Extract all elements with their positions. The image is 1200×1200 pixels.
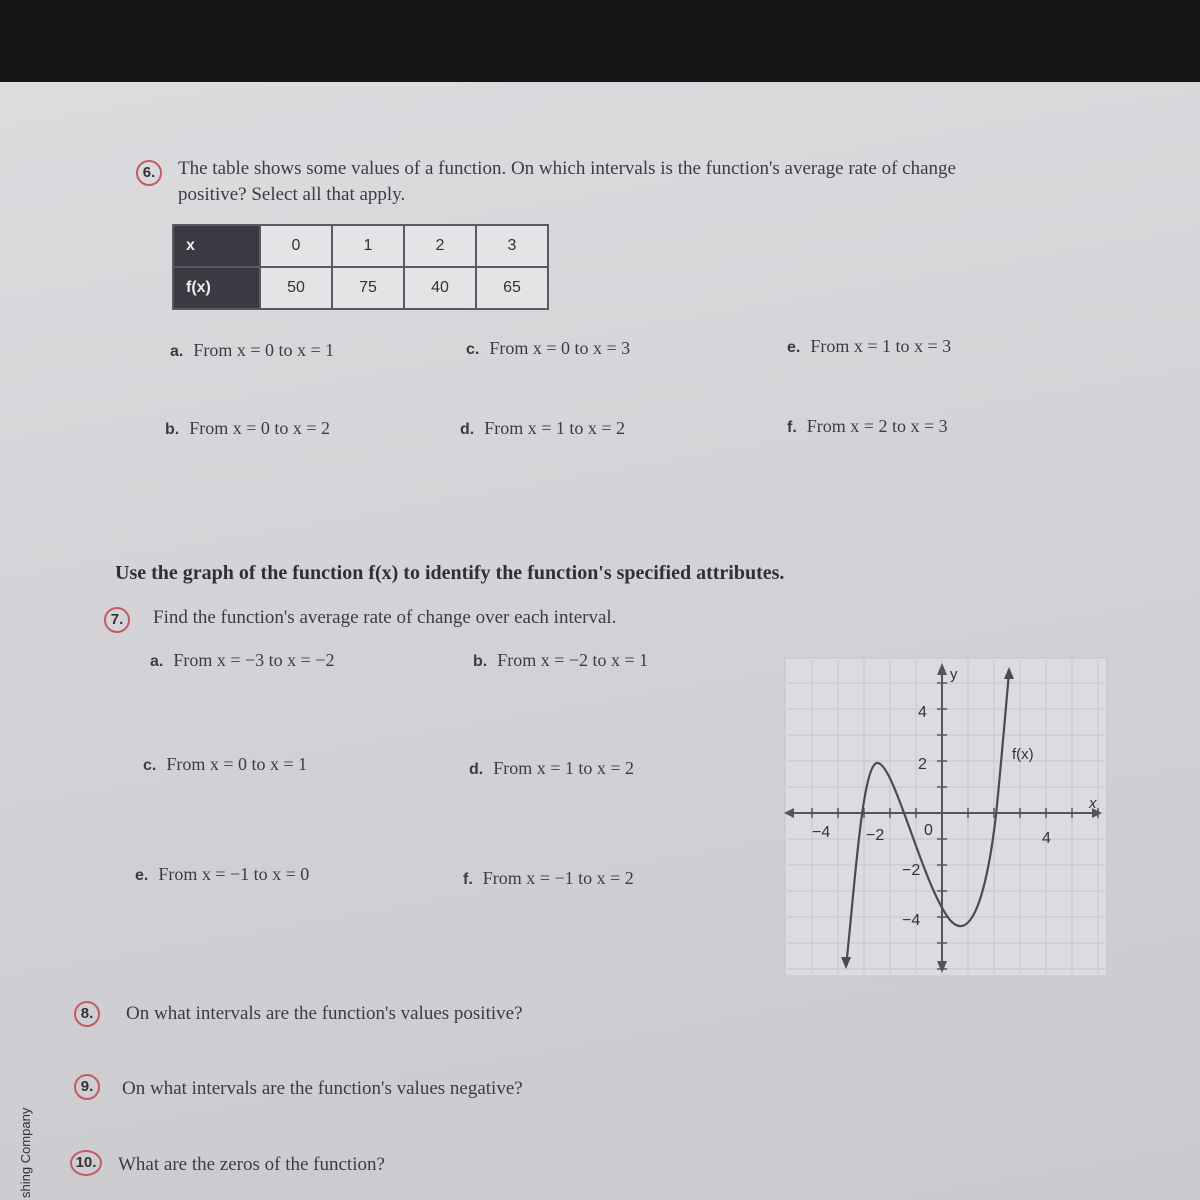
table-cell: 2 [404,225,476,267]
graph-background [785,658,1107,976]
x-tick-label: −4 [812,824,831,841]
q6-option-b[interactable]: b. From x = 0 to x = 2 [165,418,331,438]
q7-option-f[interactable]: f. From x = −1 to x = 2 [463,868,634,888]
y-tick-label: −2 [902,862,921,879]
function-graph [782,655,1112,980]
q6-option-c[interactable]: c. From x = 0 to x = 3 [466,338,631,358]
y-tick-label: 4 [918,704,927,721]
q6-option-d[interactable]: d. From x = 1 to x = 2 [460,418,626,438]
table-cell: 75 [332,267,404,309]
table-row-fx [173,267,548,309]
y-tick-label: −4 [902,912,921,929]
table-cell: 0 [260,225,332,267]
y-axis-label: y [950,666,958,683]
q10-number: 10. [70,1150,102,1176]
table-cell: 65 [476,267,548,309]
q6-text-line1: The table shows some values of a function. On which intervals is the function's average rate of change [178,158,956,179]
q9-number: 9. [74,1074,100,1100]
q8-number: 8. [74,1001,100,1027]
q7-option-c[interactable]: c. From x = 0 to x = 1 [143,754,308,774]
publisher-side-text: shing Company [18,1107,33,1198]
table-cell: 50 [260,267,332,309]
table-cell: 3 [476,225,548,267]
x-axis-label: x [1089,795,1097,812]
table-row-x [173,225,548,267]
curve-label: f(x) [1012,746,1034,763]
q6-option-a[interactable]: a. From x = 0 to x = 1 [170,340,335,360]
q9-text: On what intervals are the function's values negative? [122,1078,523,1099]
q6-number: 6. [136,160,162,186]
q7-number: 7. [104,607,130,633]
x-tick-label: −2 [866,827,885,844]
x-tick-label: 4 [1042,830,1051,847]
table-header-fx: f(x) [173,267,260,309]
function-table [172,224,549,310]
table-header-x: x [173,225,260,267]
q7-option-d[interactable]: d. From x = 1 to x = 2 [469,758,635,778]
q10-text: What are the zeros of the function? [118,1154,385,1175]
table-cell: 1 [332,225,404,267]
q6-option-e[interactable]: e. From x = 1 to x = 3 [787,336,952,356]
q7-option-e[interactable]: e. From x = −1 to x = 0 [135,864,310,884]
y-tick-label: 2 [918,756,927,773]
q8-text: On what intervals are the function's values positive? [126,1003,523,1024]
section-instruction: Use the graph of the function f(x) to identify the function's specified attributes. [115,562,785,584]
q6-text-line2: positive? Select all that apply. [178,184,406,205]
table-cell: 40 [404,267,476,309]
q7-option-b[interactable]: b. From x = −2 to x = 1 [473,650,649,670]
q6-option-f[interactable]: f. From x = 2 to x = 3 [787,416,948,436]
q7-text: Find the function's average rate of change over each interval. [153,607,617,628]
q7-option-a[interactable]: a. From x = −3 to x = −2 [150,650,335,670]
origin-label: 0 [924,822,933,839]
